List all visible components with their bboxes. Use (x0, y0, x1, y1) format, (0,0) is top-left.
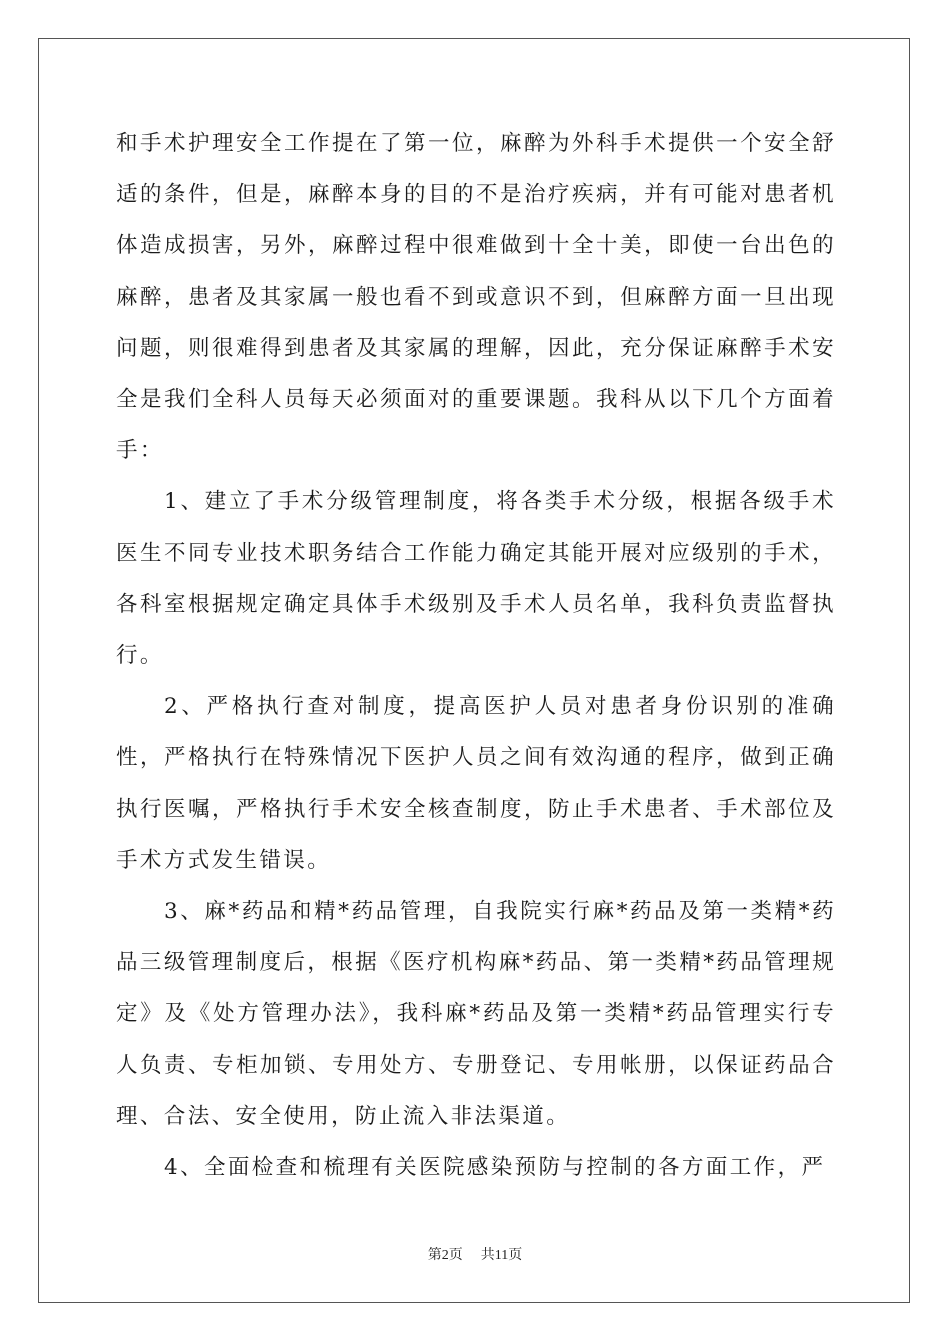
paragraph-item-4: 4、全面检查和梳理有关医院感染预防与控制的各方面工作，严 (164, 1155, 826, 1181)
page-footer (0, 1244, 950, 1264)
paragraph-item-3: 3、麻*药品和精*药品管理，自我院实行麻*药品及第一类精*药品三级管理制度后，根据《医疗机构麻*药品、第一类精*药品管理规定》及《处方管理办法》，我科麻*药品及第一类精*药品管理实行专人负责、专柜加锁、专用处方、专册登记、专用帐册，以保证药品合理、合法、安全使用，防止流入非法渠道。 (116, 899, 836, 1129)
paragraph-item-1: 1、建立了手术分级管理制度，将各类手术分级，根据各级手术医生不同专业技术职务结合工作能力确定其能开展对应级别的手术，各科室根据规定确定具体手术级别及手术人员名单，我科负责监督执行。 (116, 489, 836, 669)
page-number: 第2页 (427, 1248, 463, 1263)
paragraph-item-2: 2、严格执行查对制度，提高医护人员对患者身份识别的准确性，严格执行在特殊情况下医护人员之间有效沟通的程序，做到正确执行医嘱，严格执行手术安全核查制度，防止手术患者、手术部位及手术方式发生错误。 (116, 694, 836, 873)
page-total: 共11页 (480, 1248, 523, 1263)
paragraph-intro: 和手术护理安全工作提在了第一位，麻醉为外科手术提供一个安全舒适的条件，但是，麻醉本身的目的不是治疗疾病，并有可能对患者机体造成损害，另外，麻醉过程中很难做到十全十美，即使一台出色的麻醉，患者及其家属一般也看不到或意识不到，但麻醉方面一旦出现问题，则很难得到患者及其家属的理解，因此，充分保证麻醉手术安全是我们全科人员每天必须面对的重要课题。我科从以下几个方面着手： (116, 131, 836, 464)
document-body (116, 118, 836, 1193)
